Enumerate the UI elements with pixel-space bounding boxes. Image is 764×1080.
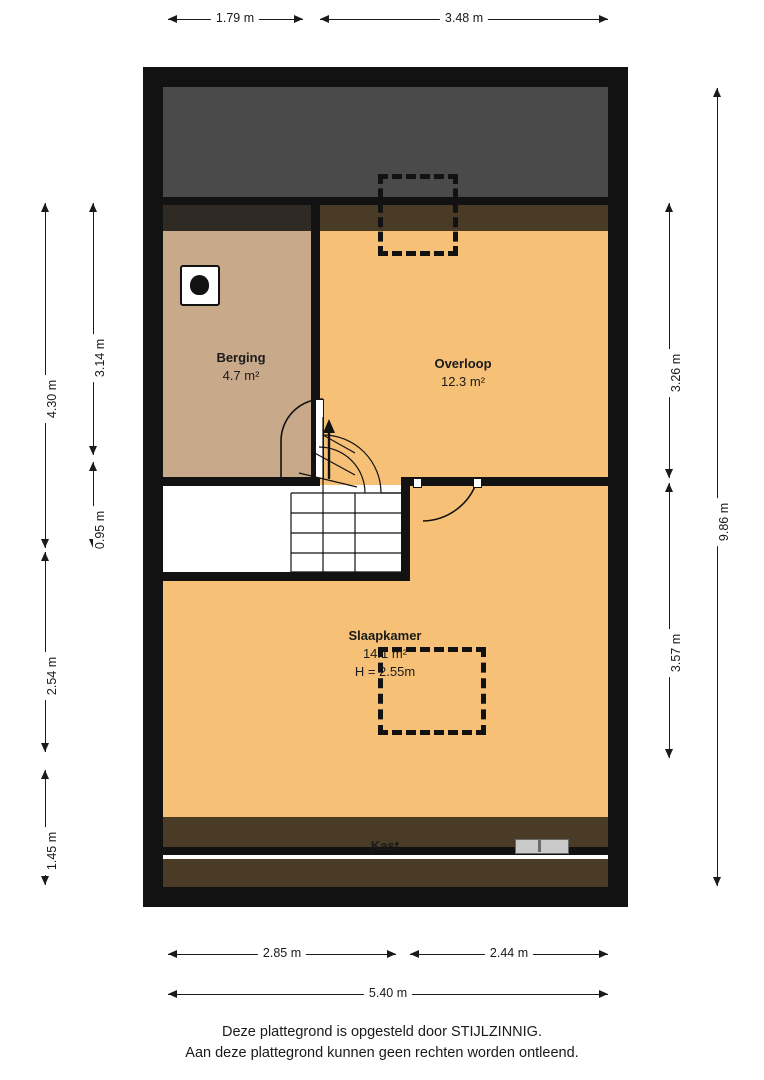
dimension-bottom-right — [410, 945, 608, 965]
dimension-value: 3.57 m — [669, 629, 683, 677]
dimension-value: 1.79 m — [211, 11, 259, 25]
dimension-value: 1.45 m — [45, 827, 59, 875]
dimension-right-inner-2 — [660, 483, 683, 758]
dimension-left-inner-2 — [84, 462, 107, 550]
room-name: Berging — [216, 350, 266, 365]
dimension-bottom-total — [168, 985, 608, 1005]
dimension-value: 5.40 m — [364, 986, 412, 1000]
dimension-left-outer-3 — [36, 770, 59, 885]
floorplan-outline — [143, 67, 628, 907]
dimension-value: 3.48 m — [440, 11, 488, 25]
room-label-kast — [371, 837, 399, 855]
radiator-divider-icon — [538, 839, 541, 852]
room-area: 4.7 m² — [222, 368, 260, 383]
room-kast — [163, 859, 608, 887]
room-name: Kast — [370, 838, 400, 853]
room-height: H = 2.55m — [354, 664, 416, 679]
dimension-left-outer-1 — [36, 203, 59, 548]
dimension-bottom-left — [168, 945, 396, 965]
dimension-left-outer-2 — [36, 552, 59, 752]
toilet-fixture-icon — [180, 265, 220, 306]
room-label-slaapkamer — [349, 627, 422, 681]
footer-line-1: Deze plattegrond is opgesteld door STIJLZINNIG. — [222, 1024, 542, 1040]
footer-disclaimer — [0, 1022, 764, 1064]
dimension-value: 3.14 m — [93, 334, 107, 382]
dimension-value: 4.30 m — [45, 375, 59, 423]
dimension-value: 0.95 m — [93, 506, 107, 554]
radiator-icon — [515, 839, 569, 854]
dimension-right-inner-1 — [660, 203, 683, 478]
room-name: Slaapkamer — [348, 628, 422, 643]
room-name: Overloop — [434, 356, 492, 371]
staircase-icon — [263, 417, 411, 582]
attic-strip-right — [318, 204, 608, 231]
dimension-value: 2.85 m — [258, 946, 306, 960]
dimension-value: 3.26 m — [669, 349, 683, 397]
skylight-overloop-icon — [378, 174, 458, 256]
room-label-overloop — [434, 355, 491, 391]
dimension-right-outer-total — [708, 88, 731, 886]
door-slaapkamer-jamb-right — [473, 478, 482, 488]
dimension-value: 2.44 m — [485, 946, 533, 960]
attic-strip-left — [163, 204, 318, 231]
room-label-berging — [216, 349, 265, 385]
toilet-bowl-icon — [190, 275, 209, 295]
dimension-top-left — [168, 10, 303, 30]
dimension-value: 2.54 m — [45, 652, 59, 700]
dimension-value: 9.86 m — [717, 498, 731, 546]
dimension-top-right — [320, 10, 608, 30]
door-slaapkamer-jamb-left — [413, 478, 422, 488]
dimension-left-inner-1 — [84, 203, 107, 455]
footer-line-2: Aan deze plattegrond kunnen geen rechten worden ontleend. — [185, 1045, 579, 1061]
room-area: 14.1 m² — [362, 646, 408, 661]
floorplan-interior — [163, 87, 608, 887]
room-area: 12.3 m² — [440, 374, 486, 389]
